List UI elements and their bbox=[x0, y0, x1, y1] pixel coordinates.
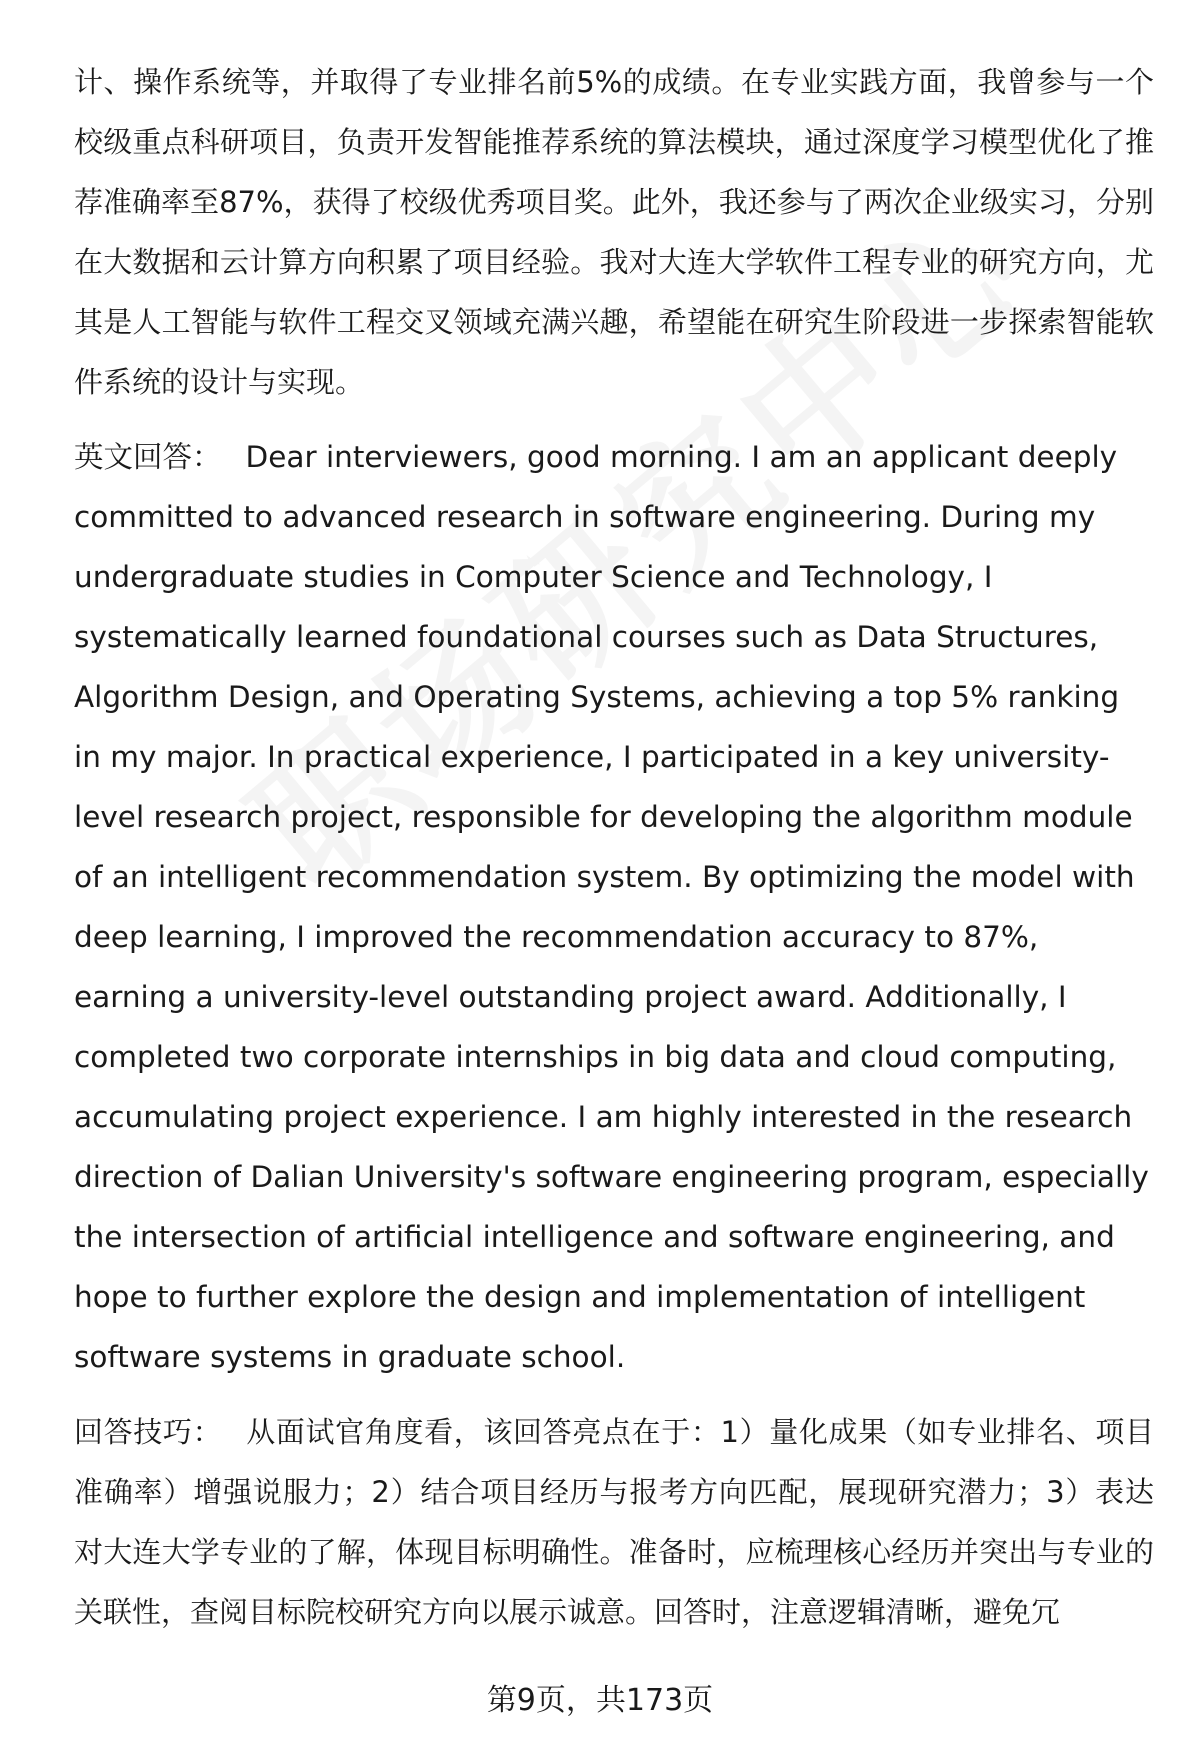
paragraph-gap bbox=[74, 412, 1154, 427]
page-content bbox=[74, 52, 1154, 1642]
tips-text: 从面试官角度看，该回答亮点在于：1）量化成果（如专业排名、项目准确率）增强说服力；2）结合项目经历与报考方向匹配，展现研究潜力；3）表达对大连大学专业的了解，体现目标明确性。准备时，应梳理核心经历并突出与专业的关联性，查阅目标院校研究方向以展示诚意。回答时，注意逻辑清晰，避免冗 bbox=[74, 1415, 1154, 1629]
page-footer: 第9页，共173页 bbox=[486, 1683, 714, 1718]
tips-label: 回答技巧： bbox=[74, 1415, 223, 1449]
paragraph-gap bbox=[74, 1387, 1154, 1402]
english-answer-text: Dear interviewers, good morning. I am an applicant deeply committed to advanced research in software engineering. During my undergraduate studies in Computer Science and Technology, I systematically learned foundational courses such as Data Structures, Algorithm Design, and Operating Systems, achieving a top 5% ranking in my major. In practical experience, I participated in a key university-level research project, responsible for developing the algorithm module of an intelligent recommendation system. By optimizing the model with deep learning, I improved the recommendation accuracy to 87%, earning a university-level outstanding project award. Additionally, I completed two corporate internships in big data and cloud computing, accumulating project experience. I am highly interested in the research direction of Dalian University's software engineering program, especially the intersection of artificial intelligence and software engineering, and hope to further explore the design and implementation of intelligent software systems in graduate school. bbox=[74, 440, 1149, 1374]
tips-paragraph bbox=[74, 1402, 1154, 1642]
english-answer-paragraph bbox=[74, 427, 1154, 1387]
english-answer-label: 英文回答： bbox=[74, 440, 222, 474]
intro-paragraph: 计、操作系统等，并取得了专业排名前5%的成绩。在专业实践方面，我曾参与一个校级重点科研项目，负责开发智能推荐系统的算法模块，通过深度学习模型优化了推荐准确率至87%，获得了校级优秀项目奖。此外，我还参与了两次企业级实习，分别在大数据和云计算方向积累了项目经验。我对大连大学软件工程专业的研究方向，尤其是人工智能与软件工程交叉领域充满兴趣，希望能在研究生阶段进一步探索智能软件系统的设计与实现。 bbox=[74, 65, 1154, 399]
